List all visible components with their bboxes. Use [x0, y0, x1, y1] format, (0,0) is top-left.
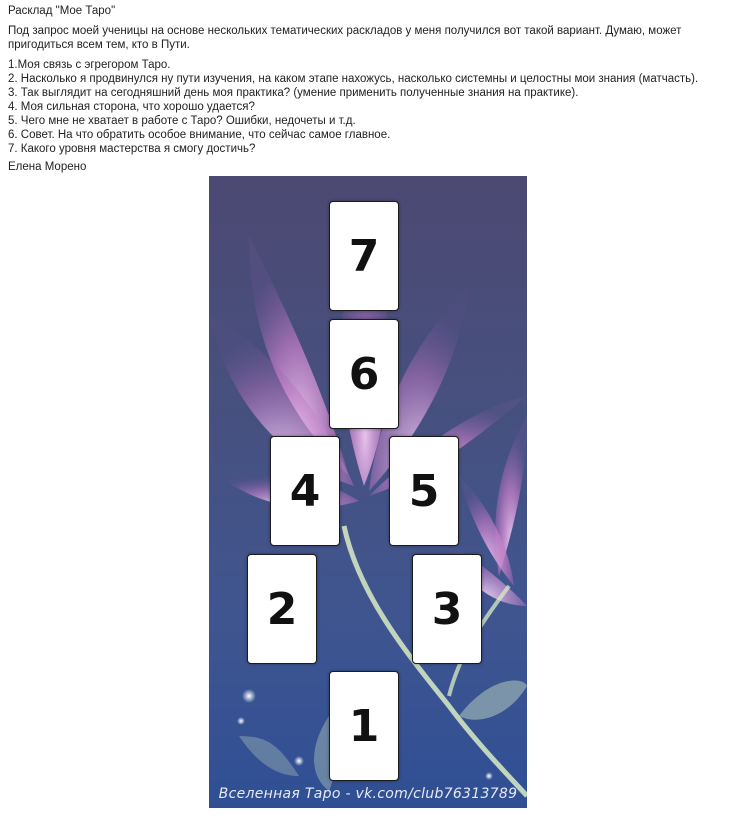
list-item: 3. Так выглядит на сегодняшний день моя практика? (умение применить полученные знания на практике).	[8, 87, 579, 99]
post-author: Елена Морено	[8, 161, 87, 173]
card-position-6: 6	[329, 319, 399, 429]
positions-list	[8, 58, 728, 156]
sparkle-shape	[242, 689, 256, 703]
post-intro: Под запрос моей ученицы на основе нескольких тематических раскладов у меня получился вот такой вариант. Думаю, может пригодиться всем тем, кто в Пути.	[8, 25, 682, 51]
card-position-3: 3	[412, 554, 482, 664]
post-content	[8, 4, 728, 174]
tarot-spread-image[interactable]	[209, 176, 527, 808]
card-position-7: 7	[329, 201, 399, 311]
list-item: 7. Какого уровня мастерства я смогу достичь?	[8, 143, 256, 155]
leaf-shape	[459, 680, 527, 719]
card-position-2: 2	[247, 554, 317, 664]
list-item: 4. Моя сильная сторона, что хорошо удается?	[8, 101, 255, 113]
list-item: 1.Моя связь с эгрегором Таро.	[8, 59, 171, 71]
list-item: 5. Чего мне не хватает в работе с Таро? Ошибки, недочеты и т.д.	[8, 115, 356, 127]
card-position-4: 4	[270, 436, 340, 546]
list-item: 2. Насколько я продвинулся ну пути изучения, на каком этапе нахожусь, насколько системны и целостны мои знания (матчасть).	[8, 73, 699, 85]
sparkle-shape	[237, 717, 245, 725]
card-position-5: 5	[389, 436, 459, 546]
card-position-1: 1	[329, 671, 399, 781]
image-watermark-caption: Вселенная Таро - vk.com/club76313789	[218, 786, 518, 802]
leaf-shape	[239, 736, 299, 776]
post-title: Расклад "Мое Таро"	[8, 5, 116, 17]
list-item: 6. Совет. На что обратить особое внимание, что сейчас самое главное.	[8, 129, 391, 141]
sparkle-shape	[294, 756, 304, 766]
sparkle-shape	[485, 772, 493, 780]
